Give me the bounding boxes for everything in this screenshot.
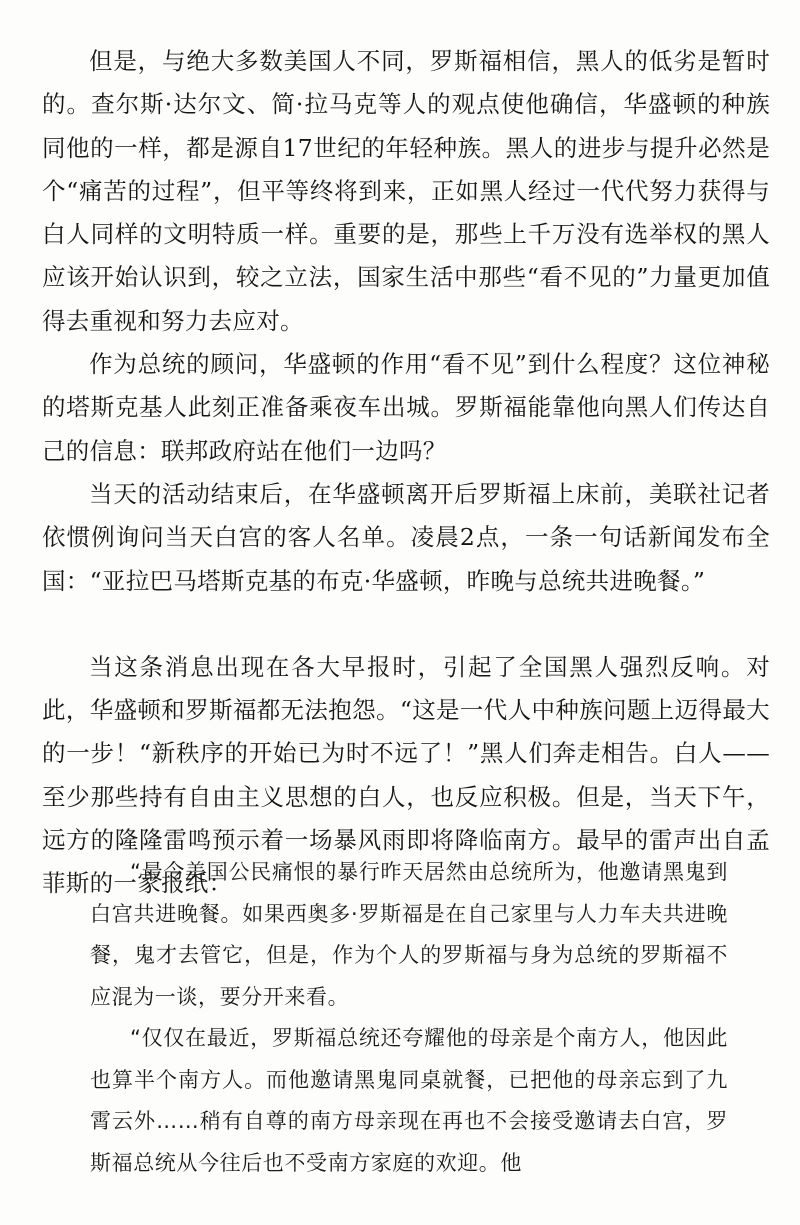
newspaper-quote [90,852,728,1184]
paragraph-gap [42,603,770,646]
paragraph-4: 当这条消息出现在各大早报时，引起了全国黑人强烈反响。对此，华盛顿和罗斯福都无法抱怨。“这是一代人中种族问题上迈得最大的一步！“新秩序的开始已为时不远了！”黑人们奔走相告。白人——至少那些持有自由主义思想的白人，也反应积极。但是，当天下午，远方的隆隆雷鸣预示着一场暴风雨即将降临南方。最早的雷声出自孟菲斯的一家报纸： [42,652,770,898]
body-text [42,40,770,906]
paragraph-3: 当天的活动结束后，在华盛顿离开后罗斯福上床前，美联社记者依惯例询问当天白宫的客人名单。凌晨2点，一条一句话新闻发布全国：“亚拉巴马塔斯克基的布克·华盛顿，昨晚与总统共进晚餐。” [42,479,770,595]
paragraph-1: 但是，与绝大多数美国人不同，罗斯福相信，黑人的低劣是暂时的。查尔斯·达尔文、简·拉马克等人的观点使他确信，华盛顿的种族同他的一样，都是源自17世纪的年轻种族。黑人的进步与提升必然是个“痛苦的过程”，但平等终将到来，正如黑人经过一代代努力获得与白人同样的文明特质一样。重要的是，那些上千万没有选举权的黑人应该开始认识到，较之立法，国家生活中那些“看不见的”力量更加值得去重视和努力去应对。 [42,47,770,335]
paragraph-2: 作为总统的顾问，华盛顿的作用“看不见”到什么程度？这位神秘的塔斯克基人此刻正准备乘夜车出城。罗斯福能靠他向黑人们传达自己的信息：联邦政府站在他们一边吗？ [42,350,770,465]
quote-paragraph-2: “仅仅在最近，罗斯福总统还夸耀他的母亲是个南方人，他因此也算半个南方人。而他邀请黑鬼同桌就餐，已把他的母亲忘到了九霄云外……稍有自尊的南方母亲现在再也不会接受邀请去白宫，罗斯福总统从今往后也不受南方家庭的欢迎。他 [90,1026,728,1175]
quote-paragraph-1: “最令美国公民痛恨的暴行昨天居然由总统所为，他邀请黑鬼到白宫共进晚餐。如果西奥多·罗斯福是在自己家里与人力车夫共进晚餐，鬼才去管它，但是，作为个人的罗斯福与身为总统的罗斯福不应混为一谈，要分开来看。 [90,860,728,1009]
